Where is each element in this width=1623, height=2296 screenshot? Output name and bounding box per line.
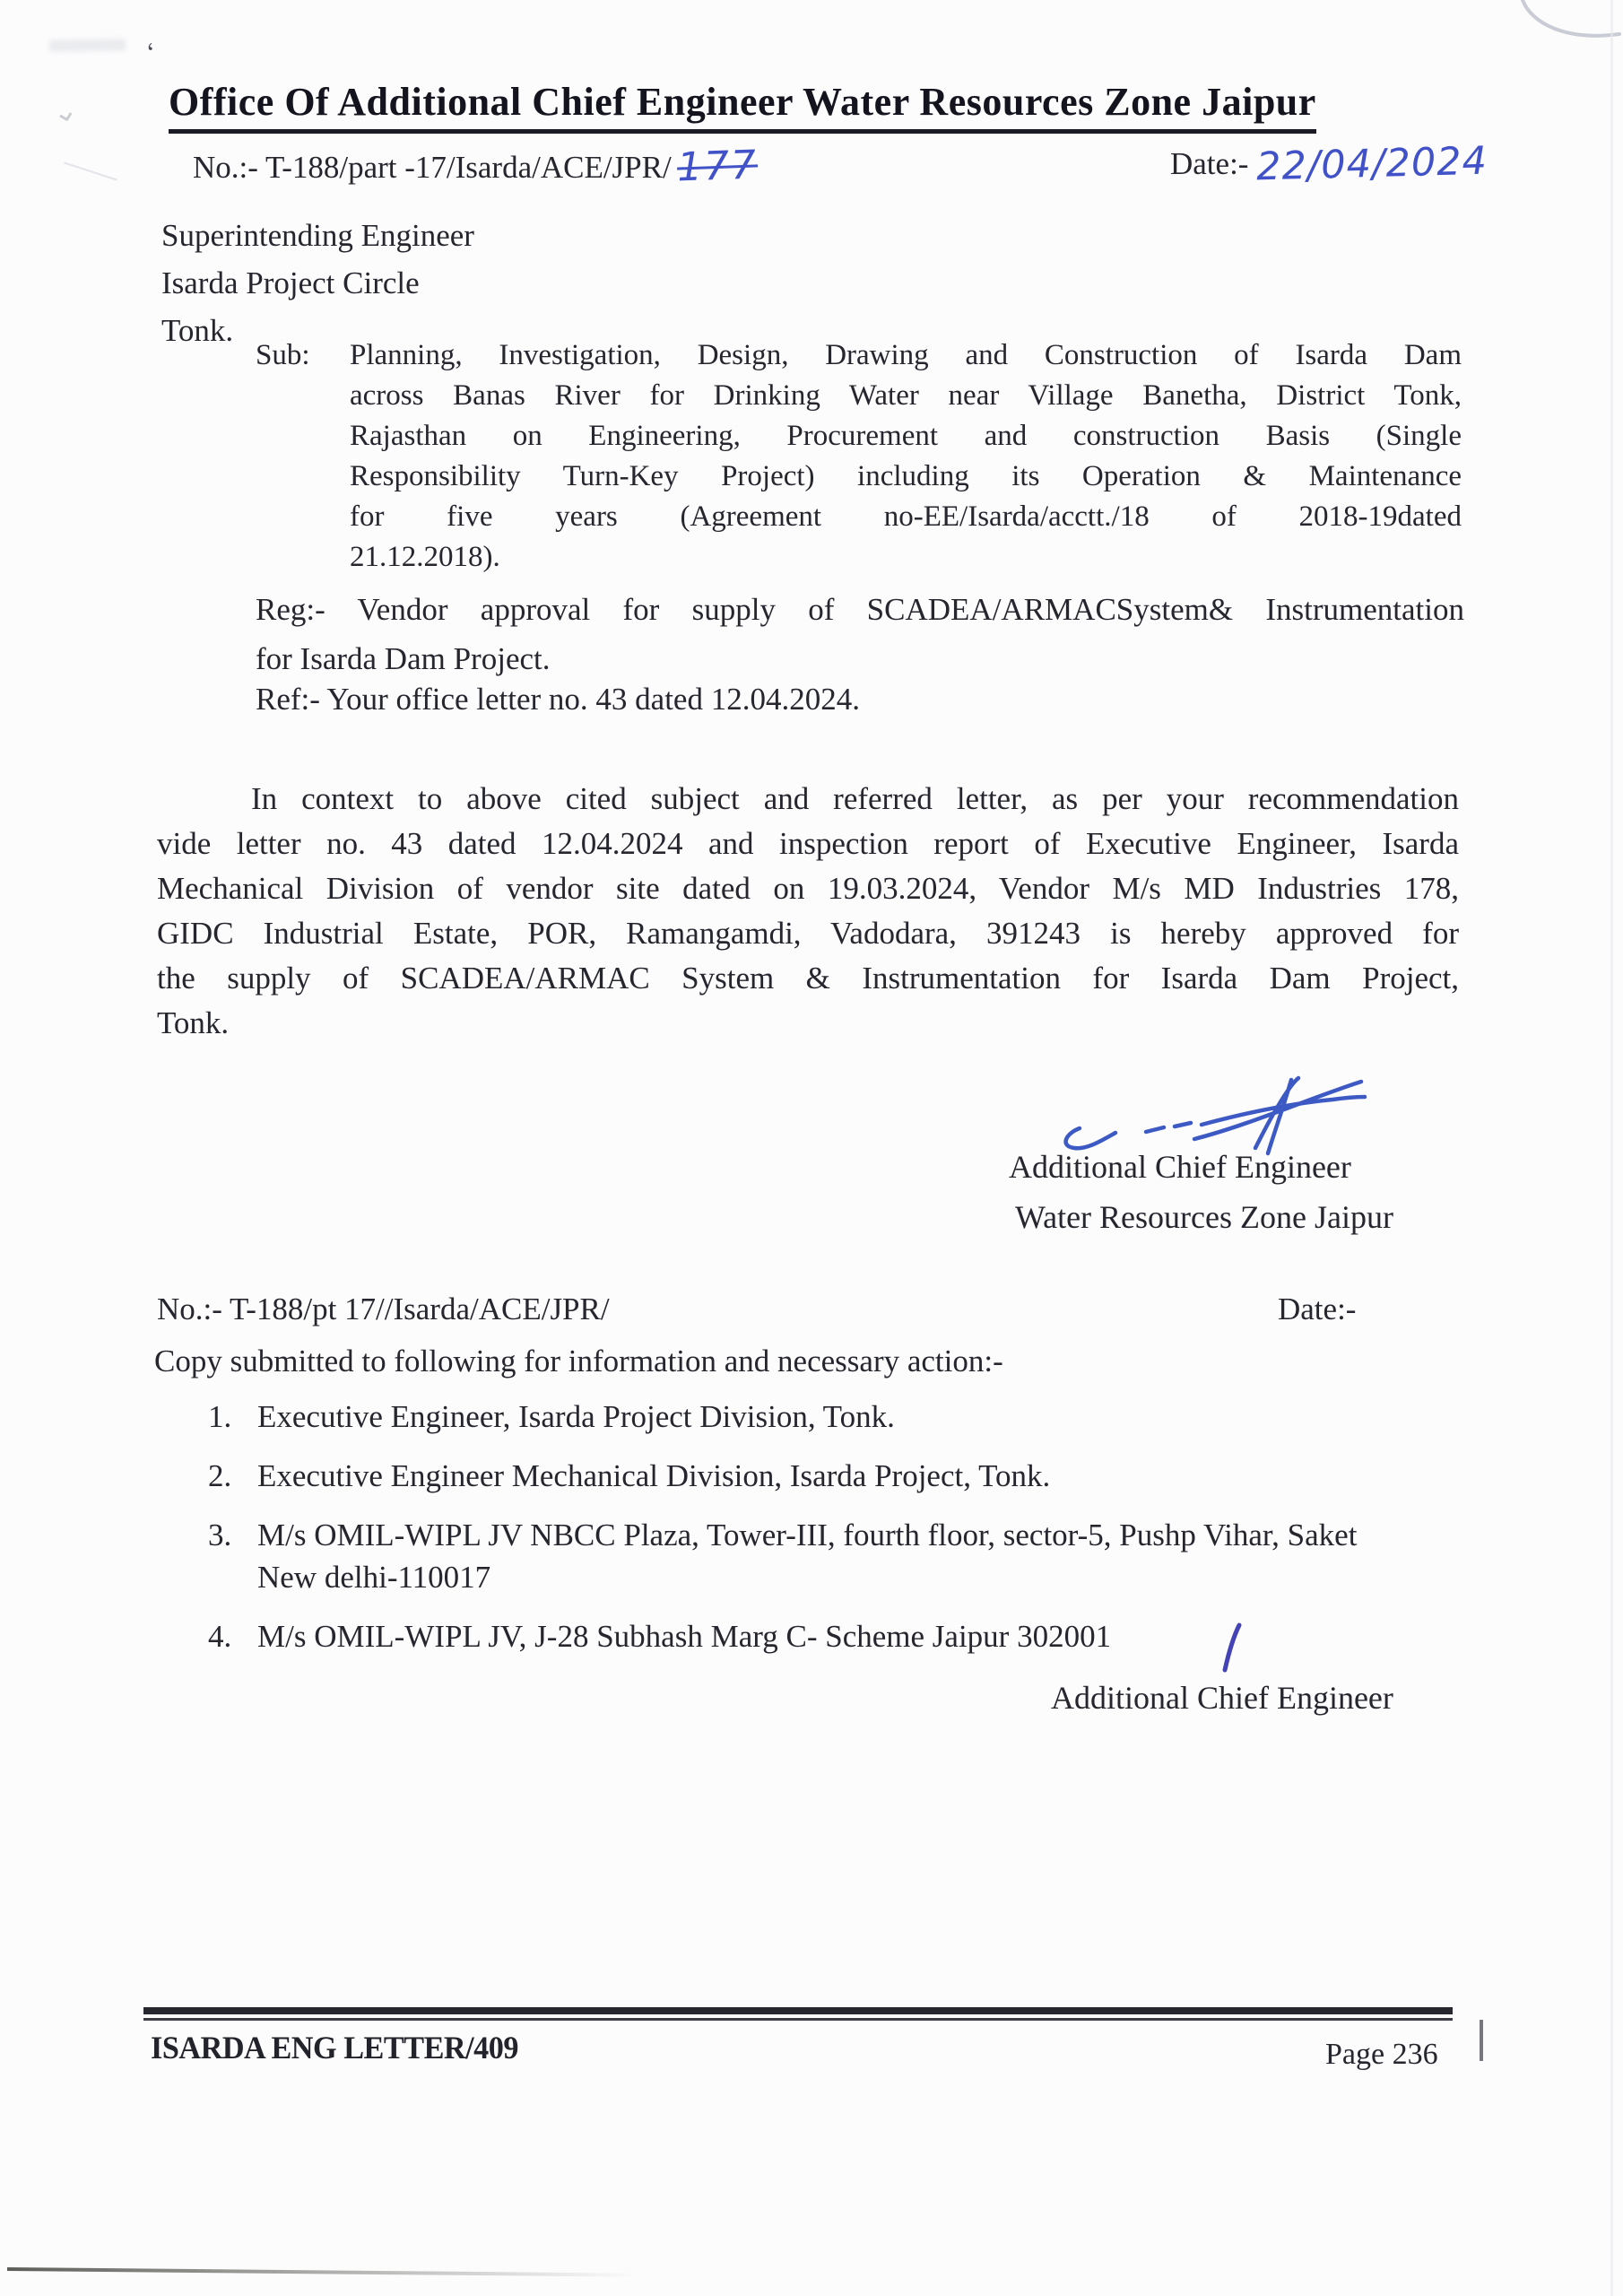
footer-document-label: ISARDA ENG LETTER/409 xyxy=(151,2030,519,2066)
copy-item-number: 3. xyxy=(208,1518,232,1552)
body-line: Mechanical Division of vendor site dated on 19.03.2024, Vendor M/s MD Industries 178, xyxy=(157,871,1459,906)
copy-item xyxy=(208,1396,1463,1438)
copy-item-number: 2. xyxy=(208,1458,232,1493)
second-signatory-name: Additional Chief Engineer xyxy=(1051,1680,1393,1716)
addressee-line: Tonk. xyxy=(161,313,234,348)
footer-rule xyxy=(143,2007,1453,2021)
copy-item-text: M/s OMIL-WIPL JV, J-28 Subhash Marg C- Scheme Jaipur 302001 xyxy=(257,1619,1112,1654)
copy-item xyxy=(208,1514,1463,1598)
copy-intro-line: Copy submitted to following for information and necessary action:- xyxy=(154,1344,1003,1378)
subject-line: Rajasthan on Engineering, Procurement and construction Basis (Single xyxy=(350,420,1462,452)
page-bottom-edge xyxy=(7,2267,635,2277)
scan-pencil-check: ⌄ xyxy=(48,92,82,131)
copy-item-number: 1. xyxy=(208,1399,232,1434)
handwritten-date: 22/04/2024 xyxy=(1255,138,1488,190)
page-right-edge xyxy=(1610,0,1613,2296)
reg-line: for Isarda Dam Project. xyxy=(256,641,551,676)
second-ref-number-line: No.:- T-188/pt 17//Isarda/ACE/JPR/ xyxy=(157,1292,610,1326)
footer-page-number: Page 236 xyxy=(1325,2038,1438,2071)
copy-item xyxy=(208,1455,1463,1497)
reg-line: Reg:- Vendor approval for supply of SCADEA/ARMACSystem& Instrumentation xyxy=(256,592,1464,627)
subject-block xyxy=(256,335,1462,578)
ref-letter-line: Ref:- Your office letter no. 43 dated 12.04.2024. xyxy=(256,682,860,717)
body-paragraph xyxy=(157,777,1459,1046)
scan-pencil-line xyxy=(64,161,117,180)
subject-label: Sub: xyxy=(256,339,310,371)
date-line xyxy=(1170,138,1488,190)
copy-item-text: Executive Engineer, Isarda Project Division, Tonk. xyxy=(257,1399,895,1434)
page-title: Office Of Additional Chief Engineer Water Resources Zone Jaipur xyxy=(169,79,1316,134)
body-line: vide letter no. 43 dated 12.04.2024 and inspection report of Executive Engineer, Isarda xyxy=(157,826,1459,861)
body-line: GIDC Industrial Estate, POR, Ramangamdi, Vadodara, 391243 is hereby approved for xyxy=(157,916,1459,951)
handwritten-ref-number: 177 xyxy=(675,142,759,191)
addressee-line: Superintending Engineer xyxy=(161,218,474,253)
addressee-block xyxy=(161,212,474,354)
copy-list xyxy=(208,1396,1463,1674)
scan-ink-speck: ‘ xyxy=(143,37,160,68)
page-corner-fold xyxy=(1517,0,1623,56)
signatory-organization: Water Resources Zone Jaipur xyxy=(1015,1199,1393,1235)
ref-number-line xyxy=(193,142,759,191)
body-line: the supply of SCADEA/ARMAC System & Instrumentation for Isarda Dam Project, xyxy=(157,961,1459,996)
copy-item-text: M/s OMIL-WIPL JV NBCC Plaza, Tower-III, fourth floor, sector-5, Pushp Vihar, Saket New delhi-110017 xyxy=(257,1518,1358,1595)
signatory-name: Additional Chief Engineer xyxy=(1009,1149,1351,1185)
addressee-line: Isarda Project Circle xyxy=(161,265,420,300)
ref-number-label: No.:- T-188/part -17/Isarda/ACE/JPR/ xyxy=(193,150,672,185)
date-label: Date:- xyxy=(1170,146,1249,181)
body-line: Tonk. xyxy=(157,1005,230,1040)
reg-block xyxy=(256,585,1464,683)
subject-text xyxy=(350,335,1462,578)
subject-line: across Banas River for Drinking Water near Village Banetha, District Tonk, xyxy=(350,379,1462,412)
scan-margin-tick xyxy=(1480,2020,1483,2061)
subject-line: Responsibility Turn-Key Project) including its Operation & Maintenance xyxy=(350,460,1462,492)
copy-item xyxy=(208,1615,1463,1657)
subject-line: 21.12.2018). xyxy=(350,541,500,573)
handwritten-slash-mark xyxy=(1216,1620,1246,1677)
body-line: In context to above cited subject and referred letter, as per your recommendation xyxy=(251,781,1459,816)
second-date-label: Date:- xyxy=(1278,1292,1357,1326)
copy-item-text: Executive Engineer Mechanical Division, Isarda Project, Tonk. xyxy=(257,1458,1051,1493)
scan-smudge xyxy=(49,39,126,51)
copy-item-number: 4. xyxy=(208,1619,232,1654)
subject-line: Planning, Investigation, Design, Drawing and Construction of Isarda Dam xyxy=(350,339,1462,371)
subject-line: for five years (Agreement no-EE/Isarda/acctt./18 of 2018-19dated xyxy=(350,500,1462,533)
